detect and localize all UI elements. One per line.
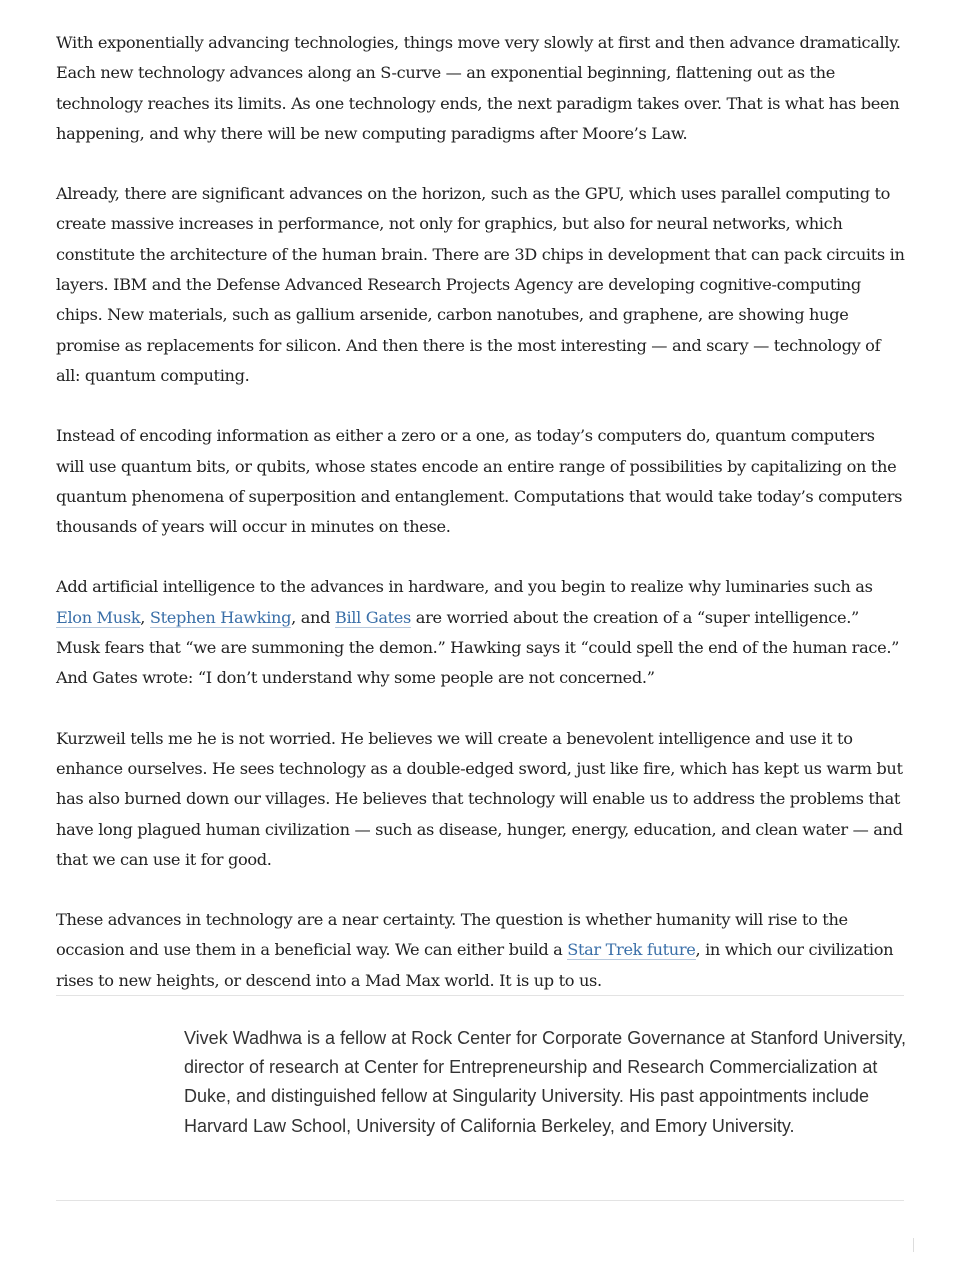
article-paragraph — [56, 179, 906, 391]
star-trek-future-link[interactable]: Star Trek future — [567, 940, 696, 960]
divider-bottom — [56, 1200, 904, 1201]
paragraph-text: , — [140, 607, 150, 627]
paragraph-text: Instead of encoding information as either a zero or a one, as today’s computers do, quantum computers will use quantum bits, or qubits, whose states encode an entire range of possibilities by capitalizing on the quantum phenomena of superposition and entanglement. Computations that would take today’s computers thousands of years will occur in minutes on these. — [56, 426, 903, 537]
page-edge-mark — [913, 1238, 914, 1252]
paragraph-text: These advances in technology are a near certainty. The question is whether humanity will rise to the occasion and use them in a beneficial way. We can either build a — [56, 910, 848, 960]
paragraph-text: Already, there are significant advances on the horizon, such as the GPU, which uses parallel computing to create massive increases in performance, not only for graphics, but also for neural networks, which constitute the architecture of the human brain. There are 3D chips in development that can pack circuits in layers. IBM and the Defense Advanced Research Projects Agency are developing cognitive-computing chips. New materials, such as gallium arsenide, carbon nanotubes, and graphene, are showing huge promise as replacements for silicon. And then there is the most interesting — and scary — technology of all: quantum computing. — [56, 184, 905, 385]
elon-musk-link[interactable]: Elon Musk — [56, 607, 141, 627]
paragraph-text: Add artificial intelligence to the advances in hardware, and you begin to realize why luminaries such as — [56, 577, 873, 597]
paragraph-text: , in which our civilization rises to new heights, or descend into a Mad Max world. It is up to us. — [56, 940, 894, 990]
paragraph-text: , and — [291, 607, 335, 627]
paragraph-text: With exponentially advancing technologies, things move very slowly at first and then advance dramatically. Each new technology advances along an S-curve — an exponential beginning, flattening out as the technology reaches its limits. As one technology ends, the next paradigm takes over. That is what has been happening, and why there will be new computing paradigms after Moore’s Law. — [56, 33, 901, 143]
divider-top — [56, 995, 904, 996]
paragraph-text: are worried about the creation of a “super intelligence.” Musk fears that “we are summoning the demon.” Hawking says it “could spell the end of the human race.” And Gates wrote: “I don’t understand why some people are not concerned.” — [56, 607, 900, 688]
article-paragraph — [56, 724, 906, 875]
article-paragraph — [56, 421, 906, 542]
article-paragraph — [56, 28, 906, 149]
article-paragraph — [56, 572, 906, 693]
stephen-hawking-link[interactable]: Stephen Hawking — [149, 607, 292, 627]
author-bio: Vivek Wadhwa is a fellow at Rock Center for Corporate Governance at Stanford University, director of research at Center for Entrepreneurship and Research Commercialization at Duke, and distinguished fellow at Singularity University. His past appointments include Harvard Law School, University of California Berkeley, and Emory University. — [184, 1028, 906, 1136]
bill-gates-link[interactable]: Bill Gates — [334, 607, 411, 627]
article-body — [56, 28, 906, 1026]
article-paragraph — [56, 905, 906, 996]
paragraph-text: Kurzweil tells me he is not worried. He believes we will create a benevolent intelligence and use it to enhance ourselves. He sees technology as a double-edged sword, just like fire, which has kept us warm but has also burned down our villages. He believes that technology will enable us to address the problems that have long plagued human civilization — such as disease, hunger, energy, education, and clean water — and that we can use it for good. — [56, 728, 903, 869]
